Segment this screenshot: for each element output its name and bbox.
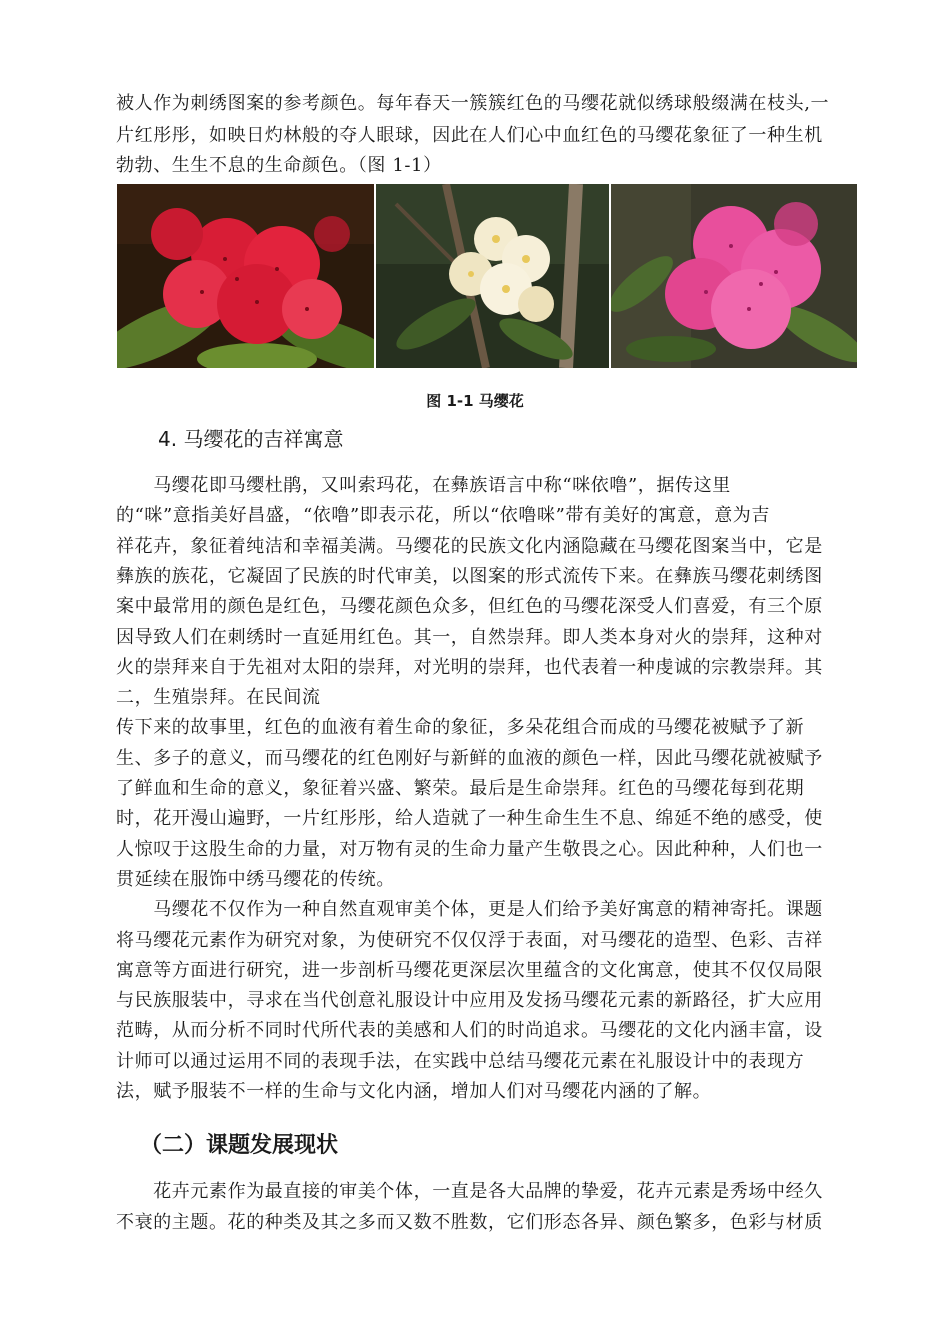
figure-1-1 [117,184,857,368]
section4-line: 的“咪”意指美好昌盛，“依噜”即表示花，所以“依噜咪”带有美好的寓意，意为吉 [116,505,771,526]
section4-line: 贯延续在服饰中绣马缨花的传统。 [116,869,395,890]
section4-line: 人惊叹于这股生命的力量，对万物有灵的生命力量产生敬畏之心。因此种种，人们也一 [116,839,823,860]
intro-line: 勃勃、生生不息的生命颜色。（图 1-1） [116,155,442,176]
section4-line: 计师可以通过运用不同的表现手法，在实践中总结马缨花元素在礼服设计中的表现方 [116,1051,805,1072]
intro-line: 片红彤彤，如映日灼林般的夺人眼球，因此在人们心中血红色的马缨花象征了一种生机 [116,125,823,146]
pink-rhododendron-photo [611,184,857,368]
section4-line: 祥花卉，象征着纯洁和幸福美满。马缨花的民族文化内涵隐藏在马缨花图案当中，它是 [116,536,823,557]
section4-line: 马缨花即马缨杜鹃，又叫索玛花，在彝族语言中称“咪依噜”，据传这里 [116,475,731,496]
section-heading: 4. 马缨花的吉祥寓意 [158,427,344,451]
section2-line: 花卉元素作为最直接的审美个体，一直是各大品牌的挚爱，花卉元素是秀场中经久 [116,1181,823,1202]
section4-line: 传下来的故事里，红色的血液有着生命的象征，多朵花组合而成的马缨花被赋予了新 [116,717,805,738]
section4-line: 二，生殖崇拜。在民间流 [116,687,321,708]
section4-line: 了鲜血和生命的意义，象征着兴盛、繁荣。最后是生命崇拜。红色的马缨花每到花期 [116,778,805,799]
red-rhododendron-photo [117,184,374,368]
section4-line: 火的崇拜来自于先祖对太阳的崇拜，对光明的崇拜，也代表着一种虔诚的宗教崇拜。其 [116,657,823,678]
section4-line: 范畴，从而分析不同时代所代表的美感和人们的时尚追求。马缨花的文化内涵丰富，设 [116,1020,823,1041]
white-rhododendron-photo [376,184,609,368]
section4-line: 因导致人们在刺绣时一直延用红色。其一，自然崇拜。即人类本身对火的崇拜，这种对 [116,627,823,648]
section4-line: 案中最常用的颜色是红色，马缨花颜色众多，但红色的马缨花深受人们喜爱，有三个原 [116,596,823,617]
section2-line: 不衰的主题。花的种类及其之多而又数不胜数，它们形态各异、颜色繁多，色彩与材质 [116,1212,823,1233]
section4-line: 彝族的族花，它凝固了民族的时代审美，以图案的形式流传下来。在彝族马缨花刺绣图 [116,566,823,587]
section4-line: 马缨花不仅作为一种自然直观审美个体，更是人们给予美好寓意的精神寄托。课题 [116,899,823,920]
section4-line: 时，花开漫山遍野，一片红彤彤，给人造就了一种生命生生不息、绵延不绝的感受，使 [116,808,823,829]
intro-line: 被人作为刺绣图案的参考颜色。每年春天一簇簇红色的马缨花就似绣球般缀满在枝头,一 [116,93,830,114]
section4-line: 寓意等方面进行研究，进一步剖析马缨花更深层次里蕴含的文化寓意，使其不仅仅局限 [116,960,823,981]
section4-line: 将马缨花元素作为研究对象，为使研究不仅仅浮于表面，对马缨花的造型、色彩、吉祥 [116,930,823,951]
chapter-heading: （二）课题发展现状 [140,1133,339,1158]
section4-line: 与民族服装中，寻求在当代创意礼服设计中应用及发扬马缨花元素的新路径，扩大应用 [116,990,823,1011]
figure-caption: 图 1-1 马缨花 [426,392,524,410]
section4-line: 生、多子的意义，而马缨花的红色刚好与新鲜的血液的颜色一样，因此马缨花就被赋予 [116,748,823,769]
section4-line: 法，赋予服装不一样的生命与文化内涵，增加人们对马缨花内涵的了解。 [116,1081,712,1102]
